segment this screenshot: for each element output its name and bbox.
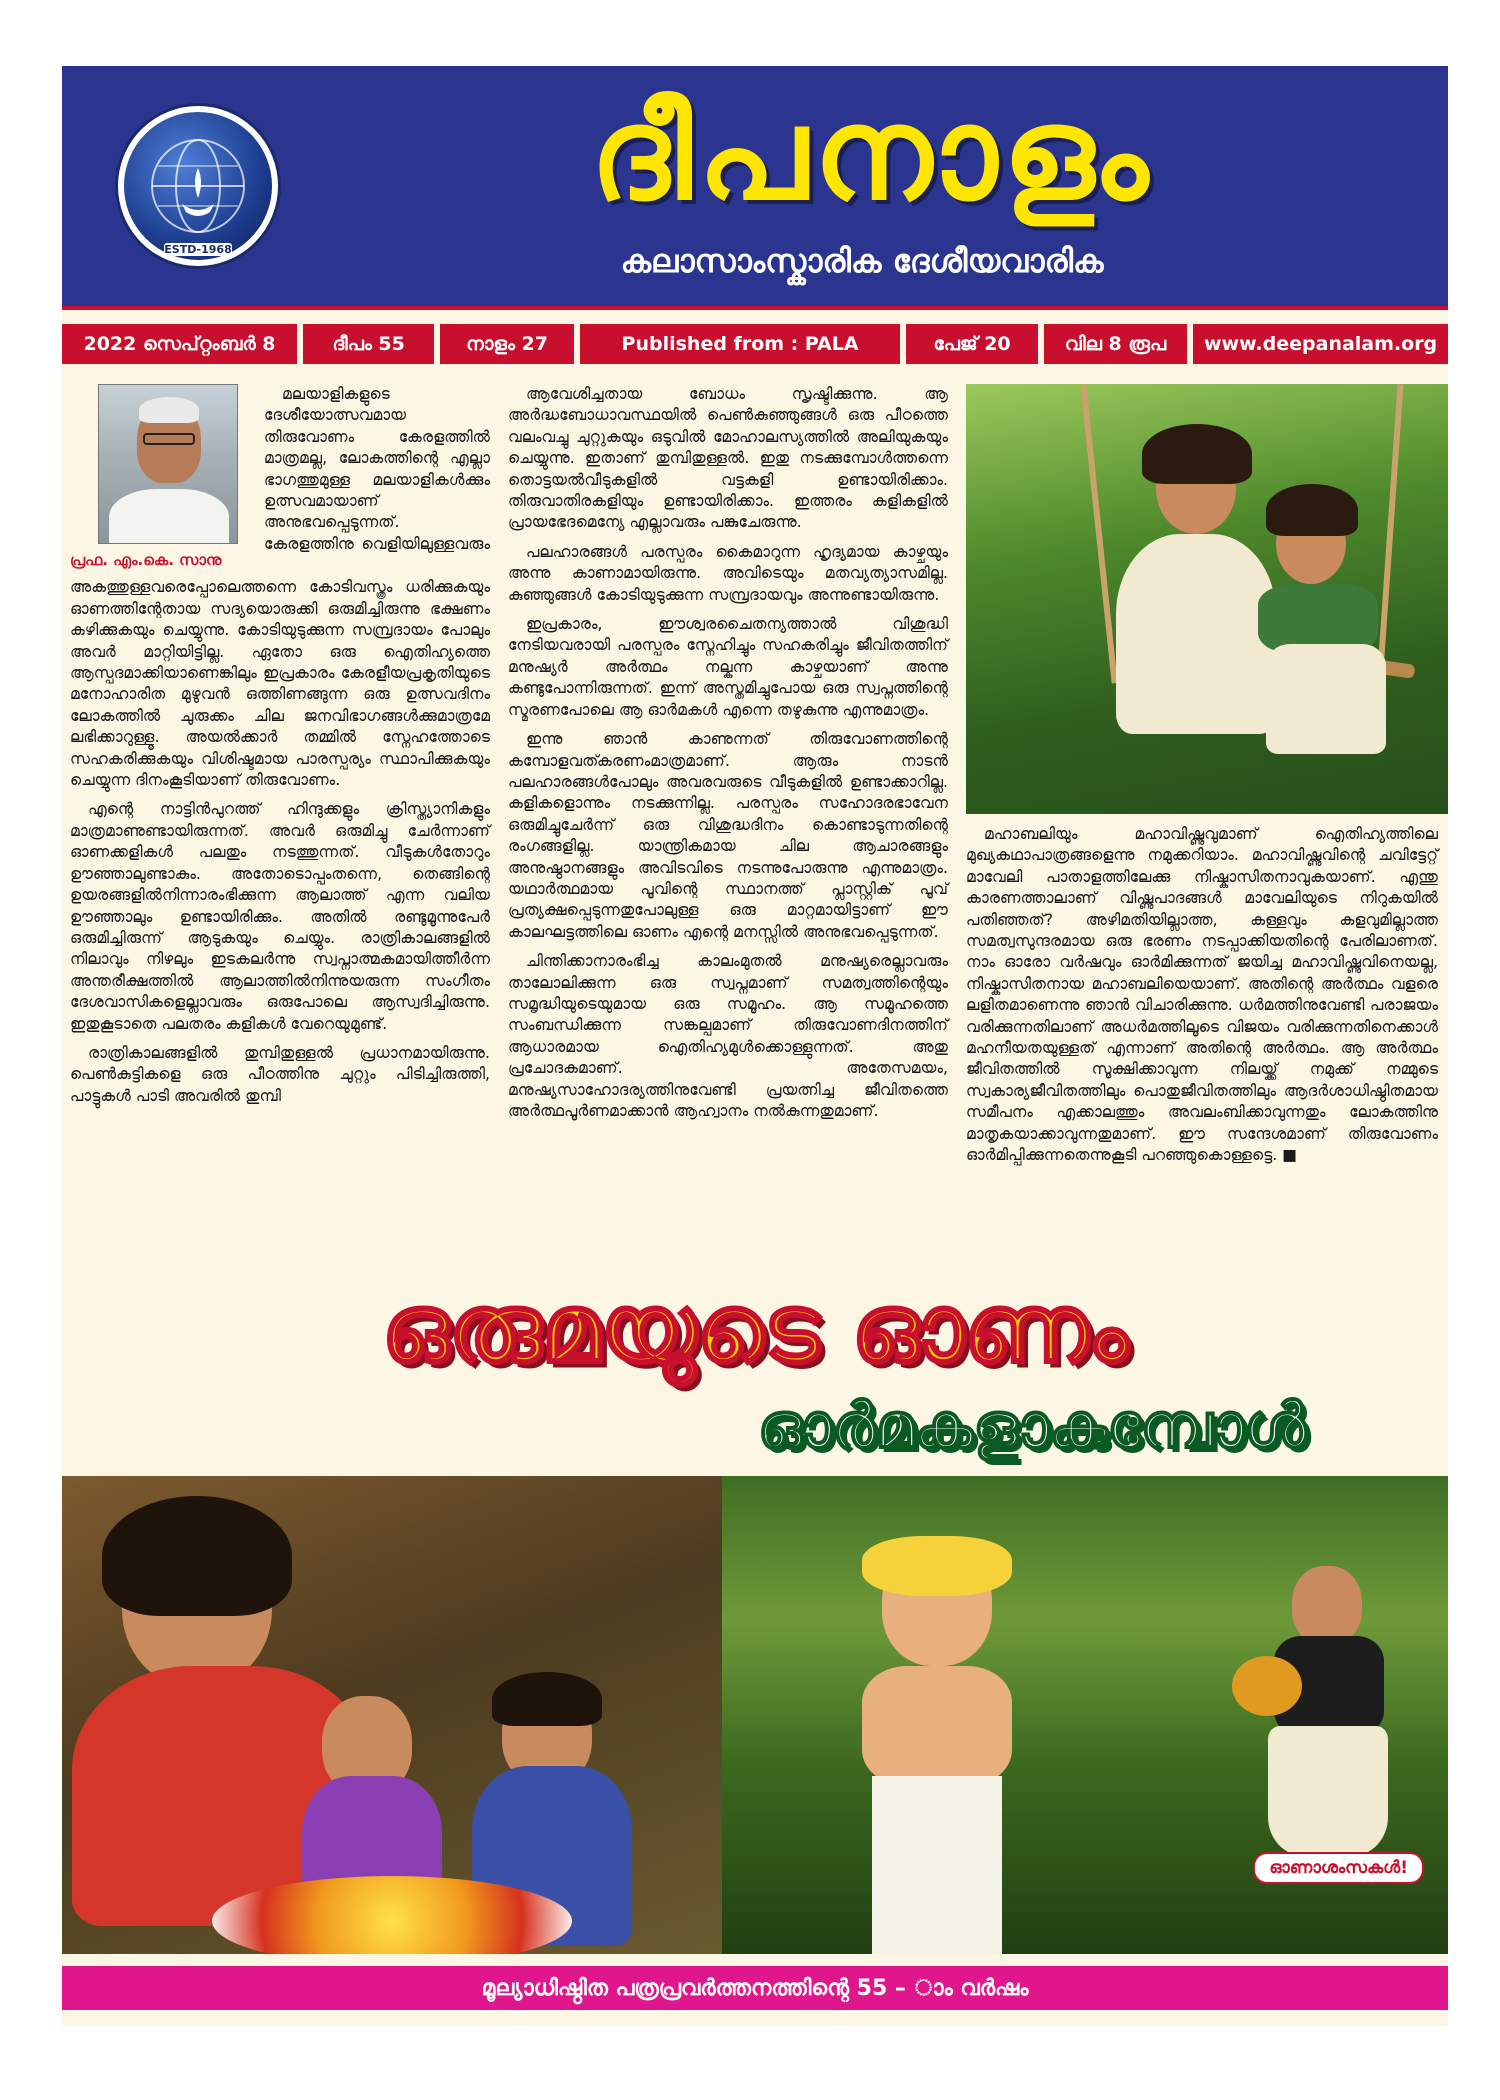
author-box bbox=[70, 384, 250, 571]
issue-price: വില 8 രൂപ bbox=[1044, 324, 1187, 364]
issue-date: 2022 സെപ്റ്റംബർ 8 bbox=[62, 324, 297, 364]
article-paragraph: ഇന്നു ഞാൻ കാണുന്നത് തിരുവോണത്തിന്റെ കമ്പോളവത്കരണംമാത്രമാണ്. ആരും നാടൻ പലഹാരങ്ങൾപോലും അവരവരുടെ വീടുകളിൽ ഉണ്ടാക്കാറില്ല. കളികളൊന്നും നടക്കുന്നില്ല. പരസ്പരം സഹോദരഭാവേന ഒരുമിച്ചുചേർന്ന് ഒരു വിശുദ്ധദിനം കൊണ്ടാടുന്നതിന്റെ രംഗങ്ങളില്ല. യാന്ത്രികമായ ചില ആചാരങ്ങളും അനുഷ്ഠാനങ്ങളും അവിടവിടെ നടന്നുപോരുന്നു എന്നുമാത്രം. യഥാർത്ഥമായ പൂവിന്റെ സ്ഥാനത്ത് പ്ലാസ്റ്റിക് പൂവ് പ്രത്യക്ഷപ്പെടുന്നതുപോലുള്ള ഒരു മാറ്റമായിട്ടാണ് ഈ കാലഘട്ടത്തിലെ ഓണം എന്റെ മനസ്സിൽ അനുഭവപ്പെടുന്നത്. bbox=[508, 730, 948, 941]
article-column-3 bbox=[966, 824, 1438, 1175]
website-link[interactable]: www.deepanalam.org bbox=[1193, 324, 1448, 364]
article-column-1 bbox=[70, 384, 490, 1115]
onam-celebration-photo bbox=[62, 1476, 1448, 1954]
onam-wishes-badge: ഓണാശംസകൾ! bbox=[1253, 1852, 1424, 1884]
article-paragraph: എന്റെ നാട്ടിൻപുറത്ത് ഹിന്ദുക്കളും ക്രിസ്ത്യാനികളും മാത്രമാണുണ്ടായിരുന്നത്. അവർ ഒരുമിച്ചു ചേർന്നാണ് ഓണക്കളികൾ പലതും നടത്തുന്നത്. വീടുകൾതോറും ഊഞ്ഞാലുണ്ടാകും. അതോടൊപ്പംതന്നെ, തെങ്ങിന്റെ ഉയരങ്ങളിൽനിന്നാരംഭിക്കുന്ന ആലാത്ത് എന്ന വലിയ ഊഞ്ഞാലും ഉണ്ടായിരിക്കും. അതിൽ രണ്ടുമൂന്നുപേർ ഒരുമിച്ചിരുന്ന് ആടുകയും ചെയ്യും. രാത്രികാലങ്ങളിൽ നിലാവും നിഴലും ഇടകലർന്നു സ്വപ്നാത്മകമായിത്തീർന്ന അന്തരീക്ഷത്തിൽ ആലാത്തിൽനിന്നുയരുന്ന സംഗീതം ദേശവാസികളെല്ലാവരും ഒരുപോലെ ആസ്വദിച്ചിരുന്നു. ഇതുകൂടാതെ പലതരം കളികൾ വേറെയുമുണ്ട്. bbox=[70, 800, 490, 1033]
author-photo bbox=[98, 384, 238, 544]
author-name: പ്രഫ. എം.കെ. സാനു bbox=[70, 551, 222, 569]
logo-established-year: ESTD-1968 bbox=[164, 243, 232, 256]
globe-icon bbox=[124, 112, 272, 260]
pookalam-family-photo bbox=[62, 1476, 722, 1954]
issue-info-bar bbox=[62, 324, 1448, 364]
article-paragraph: ചിന്തിക്കാനാരംഭിച്ച കാലംമുതൽ മനുഷ്യരെല്ലാവരും താലോലിക്കുന്ന ഒരു സ്വപ്നമാണ് സമത്വത്തിന്റെയും സമൃദ്ധിയുടെയുമായ ഒരു സമൂഹം. ആ സമൂഹത്തെ സംബന്ധിക്കുന്ന സങ്കല്പമാണ് തിരുവോണദിനത്തിന് ആധാരമായ ഐതിഹ്യമുൾക്കൊള്ളുന്നത്. അതു പ്രചോദകമാണ്. അതേസമയം, മനുഷ്യസാഹോദര്യത്തിനുവേണ്ടി പ്രയത്നിച്ച ജീവിതത്തെ അർത്ഥപൂർണമാക്കാൻ ആഹ്വാനം നൽകുന്നതുമാണ്. bbox=[508, 952, 948, 1120]
article-paragraph: മഹാബലിയും മഹാവിഷ്ണുവുമാണ് ഐതിഹ്യത്തിലെ മുഖ്യകഥാപാത്രങ്ങളെന്നു നമുക്കറിയാം. മഹാവിഷ്ണുവിന്റെ ചവിട്ടേറ്റ് മാവേലി പാതാളത്തിലേക്കു നിഷ്കാസിതനാവുകയാണ്. എന്തു കാരണത്താലാണ് വിഷ്ണുപാദങ്ങൾ മാവേലിയുടെ നിറുകയിൽ പതിഞ്ഞത്? അഴിമതിയില്ലാത്ത, കള്ളവും കളവുമില്ലാത്ത സമത്വസുന്ദരമായ ഒരു ഭരണം നടപ്പാക്കിയതിന്റെ പേരിലാണത്. നാം ഓരോ വർഷവും ഓർമിക്കുന്നത് ജയിച്ച മഹാവിഷ്ണുവിനെയല്ല, നിഷ്കാസിതനായ മഹാബലിയെയാണ്. അതിന്റെ അർത്ഥം വളരെ ലളിതമാണെന്നു ഞാൻ വിചാരിക്കുന്നു. ധർമത്തിനുവേണ്ടി പരാജയം വരിക്കുന്നതിലാണ് അധർമത്തിലൂടെ വിജയം വരിക്കുന്നതിനെക്കാൾ മഹനീയതയുള്ളത് എന്നാണ് അതിന്റെ അർത്ഥം. ആ അർത്ഥം ജീവിതത്തിൽ സൂക്ഷിക്കാവുന്ന നിലയ്ക്ക് നമുക്ക് നമ്മുടെ സ്വകാര്യജീവിതത്തിലും പൊതുജീവിതത്തിലും ആദർശാധിഷ്ഠിതമായ സമീപനം എക്കാലത്തും അവലംബിക്കാവുന്നതും ലോകത്തിനു മാതൃകയാക്കാവുന്നതുമാണ്. ഈ സന്ദേശമാണ് തിരുവോണം ഓർമിപ്പിക്കുന്നതെന്നുകൂടി പറഞ്ഞുകൊള്ളട്ടെ. ■ bbox=[966, 825, 1438, 1165]
newspaper-subtitle: കലാസാംസ്കാരിക ദേശീയവാരിക bbox=[620, 242, 1104, 280]
feature-headline: ഒരുമയുടെ ഓണം bbox=[381, 1275, 1129, 1384]
footer-banner: മൂല്യാധിഷ്ഠിത പത്രപ്രവർത്തനത്തിന്റെ 55 – ാം വർഷം bbox=[62, 1966, 1448, 2010]
article-paragraph: രാത്രികാലങ്ങളിൽ തുമ്പിതുള്ളൽ പ്രധാനമായിരുന്നു. പെൺകുട്ടികളെ ഒരു പീഠത്തിനു ചുറ്റും പിടിച്ചിരുത്തി, പാട്ടുകൾ പാടി അവരിൽ തുമ്പി bbox=[70, 1043, 490, 1105]
globe-lamp-logo bbox=[118, 106, 278, 266]
published-from: Published from : PALA bbox=[580, 324, 901, 364]
newspaper-title: ദീപനാളം bbox=[590, 80, 1154, 229]
article-column-2 bbox=[508, 384, 948, 1130]
newspaper-page bbox=[62, 66, 1448, 2026]
children-on-swing-photo bbox=[966, 384, 1448, 814]
issue-volume: ദീപം 55 bbox=[303, 324, 434, 364]
feature-subheadline: ഓർമകളാകുമ്പോൾ bbox=[757, 1389, 1307, 1462]
issue-number: നാളം 27 bbox=[440, 324, 573, 364]
article-paragraph: മലയാളികളുടെ ദേശീയോത്സവമായ തിരുവോണം കേരളത്തിൽ മാത്രമല്ല, ലോകത്തിന്റെ എല്ലാ ഭാഗത്തുമുള്ള മലയാളികൾക്കും ഉത്സവമായാണ് അനുഭവപ്പെടുന്നത്. കേരളത്തിനു വെളിയിലുള്ളവരും അകത്തുള്ളവരെപ്പോലെത്തന്നെ കോടിവസ്ത്രം ധരിക്കുകയും ഓണത്തിന്റേതായ സദ്യയൊരുക്കി ഒരുമിച്ചിരുന്നു ഭക്ഷണം കഴിക്കുകയും ചെയ്യുന്നു. കോടിയുടുക്കുന്ന സമ്പ്രദായം പോലും അവർ മാറ്റിയിട്ടില്ല. ഏതോ ഒരു ഐതിഹ്യത്തെ ആസ്പദമാക്കിയാണെങ്കിലും ഇപ്രകാരം കേരളീയപ്രകൃതിയുടെ മനോഹാരിത മുഴുവൻ ഒത്തിണങ്ങുന്ന ഒരു ഉത്സവദിനം ലോകത്തിൽ ചുരുക്കം ചില ജനവിഭാഗങ്ങൾക്കുമാത്രമേ ലഭിക്കാറുള്ളൂ. അയൽക്കാർ തമ്മിൽ സ്നേഹത്തോടെ സഹകരിക്കുകയും വിശിഷ്ടമായ പാരസ്പര്യം സ്ഥാപിക്കുകയും ചെയ്യുന്ന ദിനംകൂടിയാണ് തിരുവോണം. bbox=[70, 385, 490, 790]
article-paragraph: പലഹാരങ്ങൾ പരസ്പരം കൈമാറുന്ന ഹൃദ്യമായ കാഴ്ചയും അന്നു കാണാമായിരുന്നു. അവിടെയും മതവ്യത്യാസമില്ല. കുഞ്ഞുങ്ങൾ കോടിയുടുക്കുന്ന സമ്പ്രദായവും അന്നുണ്ടായിരുന്നു. bbox=[508, 542, 948, 604]
article-paragraph: ഇപ്രകാരം, ഈശ്വരചൈതന്യത്താൽ വിശുദ്ധി നേടിയവരായി പരസ്പരം സ്നേഹിച്ചും സഹകരിച്ചും ജീവിതത്തിന് മനുഷ്യർ അർത്ഥം നല്കുന്ന കാഴ്ചയാണ് അന്നു കണ്ടുപോന്നിരുന്നത്. ഇന്ന് അസ്തമിച്ചുപോയ ഒരു സ്വപ്നത്തിന്റെ സ്മരണപോലെ ആ ഓർമകൾ എന്നെ തഴുകുന്നു എന്നുമാത്രം. bbox=[508, 615, 948, 719]
article-body bbox=[62, 384, 1448, 1264]
masthead bbox=[62, 66, 1448, 310]
page-count: പേജ് 20 bbox=[906, 324, 1037, 364]
article-paragraph: ആവേശിച്ചതായ ബോധം സൃഷ്ടിക്കുന്നു. ആ അർദ്ധബോധാവസ്ഥയിൽ പെൺകുഞ്ഞുങ്ങൾ ഒരു പീഠത്തെ വലംവച്ചു ചുറ്റുകയും ഒടുവിൽ മോഹാലസ്യത്തിൽ അലിയുകയും ചെയ്യുന്നു. ഇതാണ് തുമ്പിതുള്ളൽ. ഇതു നടക്കുമ്പോൾത്തന്നെ തൊട്ടയൽവീടുകളിൽ വട്ടകളി ഉണ്ടായിരിക്കാം. തിരുവാതിരകളിയും ഉണ്ടായിരിക്കാം. ഇത്തരം കളികളിൽ പ്രായഭേദമെന്യേ എല്ലാവരും പങ്കുചേരുന്നു. bbox=[508, 385, 948, 532]
